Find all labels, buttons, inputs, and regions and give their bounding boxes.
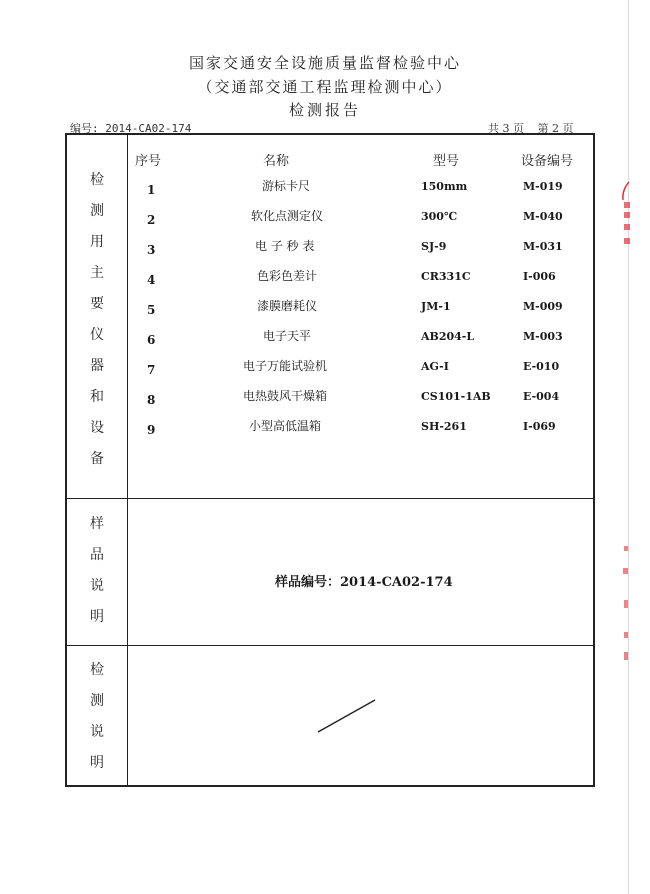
equipment-section-label: 检 测 用 主 要 仪 器 和 设 备 bbox=[90, 172, 104, 467]
test-notes-label: 检 测 说 明 bbox=[90, 662, 104, 771]
section-divider-2 bbox=[67, 645, 593, 646]
header-model: 型号 bbox=[433, 154, 460, 169]
page-edge bbox=[628, 0, 629, 894]
sample-section-label: 样 品 说 明 bbox=[90, 516, 104, 625]
sample-number: 样品编号：2014-CA02-174 bbox=[275, 575, 453, 590]
header-name: 名称 bbox=[263, 154, 290, 169]
header-seq: 序号 bbox=[135, 154, 162, 169]
seal-edge-mark bbox=[620, 180, 632, 260]
report-table: 检 测 用 主 要 仪 器 和 设 备 序号 名称 型号 设备编号 1 游标卡尺 150mm M-019 2 软化点测定仪 300℃ M-040 3 电 子 秒 表 SJ-9 M-031 4 色彩色差计 CR331C I-006 5 漆膜磨耗仪 JM-1 M-009 6 电子天平 AB204-L M-003 7 电子万能试验机 AG-I E-010 8 电热鼓风干燥箱 CS101-1AB E-004 9 小型高低温箱 SH-261 I-069 样 品 说 明 样品编号：2014-CA02-174 检 测 说 明 bbox=[65, 133, 595, 787]
seal-fragments bbox=[622, 540, 630, 670]
org-subname: （交通部交通工程监理检测中心） bbox=[197, 78, 453, 96]
header-code: 设备编号 bbox=[521, 154, 574, 169]
report-title: 检测报告 bbox=[288, 101, 361, 119]
section-divider-1 bbox=[67, 498, 593, 499]
page-number: 第 2 页 bbox=[537, 122, 574, 135]
report-number: 编号: 2014-CA02-174 bbox=[70, 122, 192, 135]
blank-slash-mark bbox=[315, 696, 379, 736]
org-name: 国家交通安全设施质量监督检验中心 bbox=[188, 54, 461, 72]
label-column-divider bbox=[127, 135, 128, 785]
total-pages: 共 3 页 bbox=[488, 122, 524, 135]
